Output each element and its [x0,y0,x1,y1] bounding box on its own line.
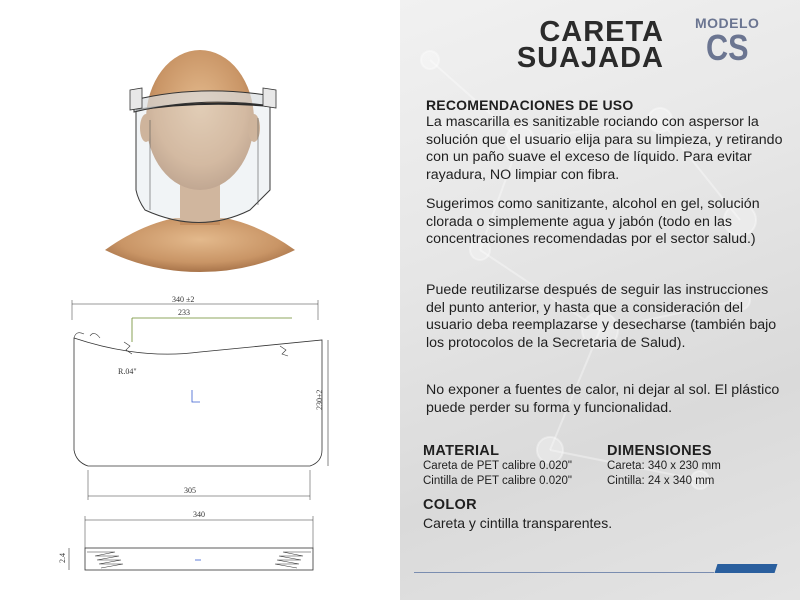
recommendation-paragraph-4: No exponer a fuentes de calor, ni dejar al sol. El plástico puede perder su forma y funcionalidad. [426,382,780,416]
band-height-label: 2.4 [58,553,67,563]
material-line-2: Cintilla de PET calibre 0.020" [423,475,572,487]
dimensions-line-1: Careta: 340 x 230 mm [607,460,721,472]
dimensions-heading: DIMENSIONES [607,443,712,459]
radius-label: R.04" [118,367,137,376]
headband-technical-drawing [55,508,335,590]
material-heading: MATERIAL [423,443,500,459]
recommendations-heading: RECOMENDACIONES DE USO [426,97,634,113]
dimensions-line-2: Cintilla: 24 x 340 mm [607,475,715,487]
recommendation-paragraph-1: La mascarilla es sanitizable rociando con aspersor la solución que el usuario elija para su limpieza, y retirando con un paño suave el exceso de líquido. Para evitar rayadura, NO limpiar con fibra. [426,114,783,183]
model-code: CS [706,27,749,68]
inner-width-label: 233 [178,308,190,317]
top-width-label: 340 ±2 [172,295,195,304]
bottom-width-label: 305 [184,486,196,495]
face-shield-technical-drawing [60,290,340,505]
material-line-1: Careta de PET calibre 0.020" [423,460,572,472]
band-width-label: 340 [193,510,205,519]
height-label: 230±2 [315,389,324,410]
recommendation-paragraph-3: Puede reutilizarse después de seguir las instrucciones del punto anterior, y hasta que a consideración del usuario deba reemplazarse y desecharse (también bajo los protocolos de la Secretaria de Salud). [426,282,777,351]
color-description: Careta y cintilla transparentes. [423,515,613,531]
color-heading: COLOR [423,497,477,513]
product-info-panel [400,0,800,600]
product-title-line1: CARETA [539,16,664,48]
footer-accent-bar [715,564,778,573]
product-title-line2: SUAJADA [516,42,664,74]
model-label: MODELO [695,15,760,31]
mannequin-with-face-shield-image [100,40,300,280]
recommendation-paragraph-2: Sugerimos como sanitizante, alcohol en gel, solución clorada o simplemente agua y jabón (todo en las concentraciones recomendadas por el sector salud.) [426,196,760,247]
footer-divider [414,572,714,573]
